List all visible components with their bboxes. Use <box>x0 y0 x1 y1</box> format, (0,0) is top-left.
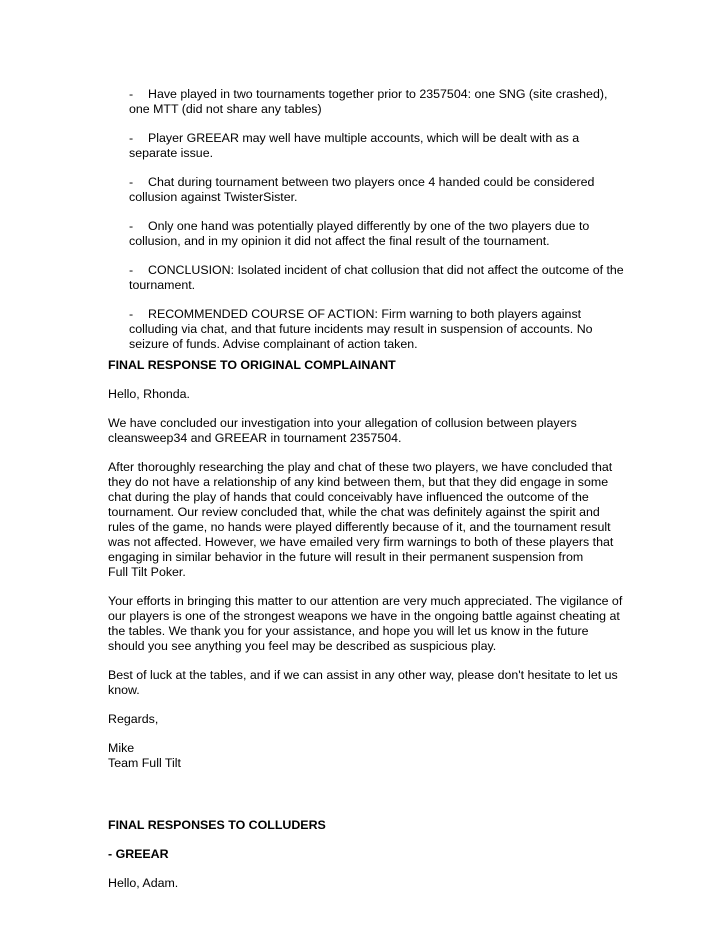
dash-marker: - <box>129 87 134 101</box>
paragraph-findings <box>108 460 628 580</box>
finding-text: Only one hand was potentially played differently by one of the two players due to collusion, and in my opinion it did not affect the final result of the tournament. <box>129 219 590 248</box>
greeting: Hello, Rhonda. <box>108 387 190 401</box>
finding-text: CONCLUSION: Isolated incident of chat collusion that did not affect the outcome of the tournament. <box>129 263 624 292</box>
signature-team: Team Full Tilt <box>108 756 181 770</box>
response-body <box>108 358 628 905</box>
finding-text: RECOMMENDED COURSE OF ACTION: Firm warning to both players against colluding via chat, and that future incidents may result in suspension of accounts. No seizure of funds. Advise complainant of action taken. <box>129 307 593 351</box>
paragraph-findings-text: After thoroughly researching the play and chat of these two players, we have concluded that they do not have a relationship of any kind between them, but that they did engage in some chat during the play of hands that could conceivably have influenced the outcome of the tournament. Our review concluded that, while the chat was definitely against the spirit and rules of the game, no hands were played differently because of it, and the tournament result was not affected. However, we have emailed very firm warnings to both of these players that engaging in similar behavior in the future will result in their permanent suspension from <box>108 460 614 564</box>
finding-item <box>129 219 629 249</box>
paragraph-appreciation: Your efforts in bringing this matter to our attention are very much appreciated. The vigilance of our players is one of the strongest weapons we have in the ongoing battle against cheating at the tables. We thank you for your assistance, and hope you will let us know in the future should you see anything you feel may be described as suspicious play. <box>108 594 623 653</box>
finding-text: Have played in two tournaments together prior to 2357504: one SNG (site crashed), one MTT (did not share any tables) <box>129 87 608 116</box>
finding-text: Chat during tournament between two players once 4 handed could be considered collusion against TwisterSister. <box>129 175 595 204</box>
dash-marker: - <box>129 263 134 277</box>
paragraph-closing-wish: Best of luck at the tables, and if we can assist in any other way, please don't hesitate to let us know. <box>108 668 618 697</box>
paragraph-conclusion: We have concluded our investigation into your allegation of collusion between players cleansweep34 and GREEAR in tournament 2357504. <box>108 416 577 445</box>
closing-salutation: Regards, <box>108 712 159 726</box>
signature <box>108 741 628 771</box>
colluders-heading: FINAL RESPONSES TO COLLUDERS <box>108 818 326 832</box>
paragraph-findings-tail: Full Tilt Poker. <box>108 565 186 579</box>
finding-item <box>129 263 629 293</box>
dash-marker: - <box>129 307 134 321</box>
finding-item <box>129 87 629 117</box>
colluder-greeting: Hello, Adam. <box>108 876 179 890</box>
findings-list <box>129 87 629 366</box>
final-response-heading: FINAL RESPONSE TO ORIGINAL COMPLAINANT <box>108 358 396 372</box>
finding-text: Player GREEAR may well have multiple accounts, which will be dealt with as a separate issue. <box>129 131 580 160</box>
section-spacer <box>108 785 628 818</box>
finding-item <box>129 307 629 352</box>
dash-marker: - <box>129 219 134 233</box>
finding-item <box>129 175 629 205</box>
dash-marker: - <box>129 175 134 189</box>
signature-name: Mike <box>108 741 135 755</box>
dash-marker: - <box>129 131 134 145</box>
colluder-subheading: - GREEAR <box>108 847 169 861</box>
finding-item <box>129 131 629 161</box>
